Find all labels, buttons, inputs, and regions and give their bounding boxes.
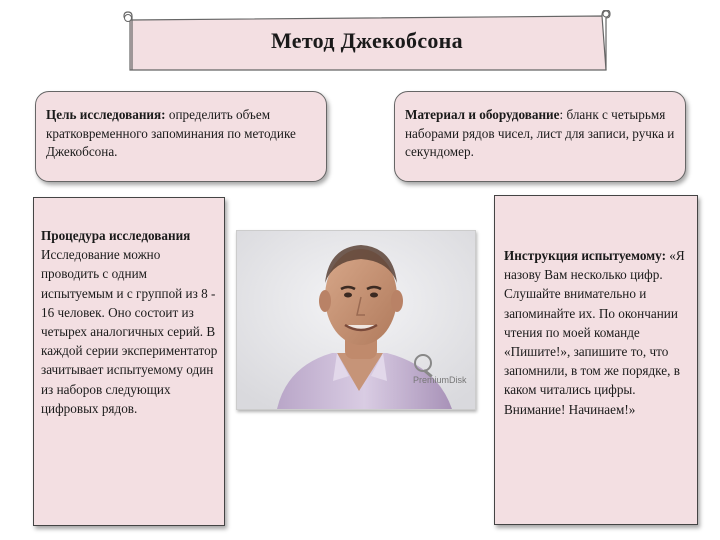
instruction-text	[504, 246, 693, 419]
instruction-label: Инструкция испытуемому:	[504, 248, 666, 263]
instruction-body: «Я назову Вам несколько цифр. Слушайте внимательно и запоминайте их. По окончании чтения по моей команде «Пишите!», запишите то, что запомнили, в том же порядке, в каком читались цифры. Внимание! Начинаем!»	[504, 248, 685, 417]
procedure-box	[33, 197, 225, 526]
page-title: Метод Джекобсона	[271, 28, 463, 53]
procedure-text	[41, 226, 220, 418]
person-illustration	[237, 231, 475, 409]
material-body: : бланк с четырьмя наборами рядов чисел, лист для записи, ручка и секундомер.	[405, 107, 675, 159]
photo-watermark: PremiumDisk	[413, 375, 467, 385]
material-box	[394, 91, 686, 182]
portrait-photo	[236, 230, 476, 410]
goal-label: Цель исследования:	[46, 107, 166, 122]
title-banner	[122, 10, 612, 72]
material-label: Материал и оборудование	[405, 107, 560, 122]
instruction-box	[494, 195, 698, 525]
material-text	[405, 106, 679, 162]
goal-text	[46, 106, 320, 162]
goal-body: определить объем кратковременного запоминания по методике Джекобсона.	[46, 107, 296, 159]
procedure-body: Исследование можно проводить с одним испытуемым и с группой из 8 - 16 человек. Оно состоит из четырех аналогичных серий. В каждой серии экспериментатор зачитывает испытуемому один из наборов следующих цифровых рядов.	[41, 247, 218, 416]
goal-box	[35, 91, 327, 182]
procedure-label: Процедура исследования	[41, 228, 191, 243]
